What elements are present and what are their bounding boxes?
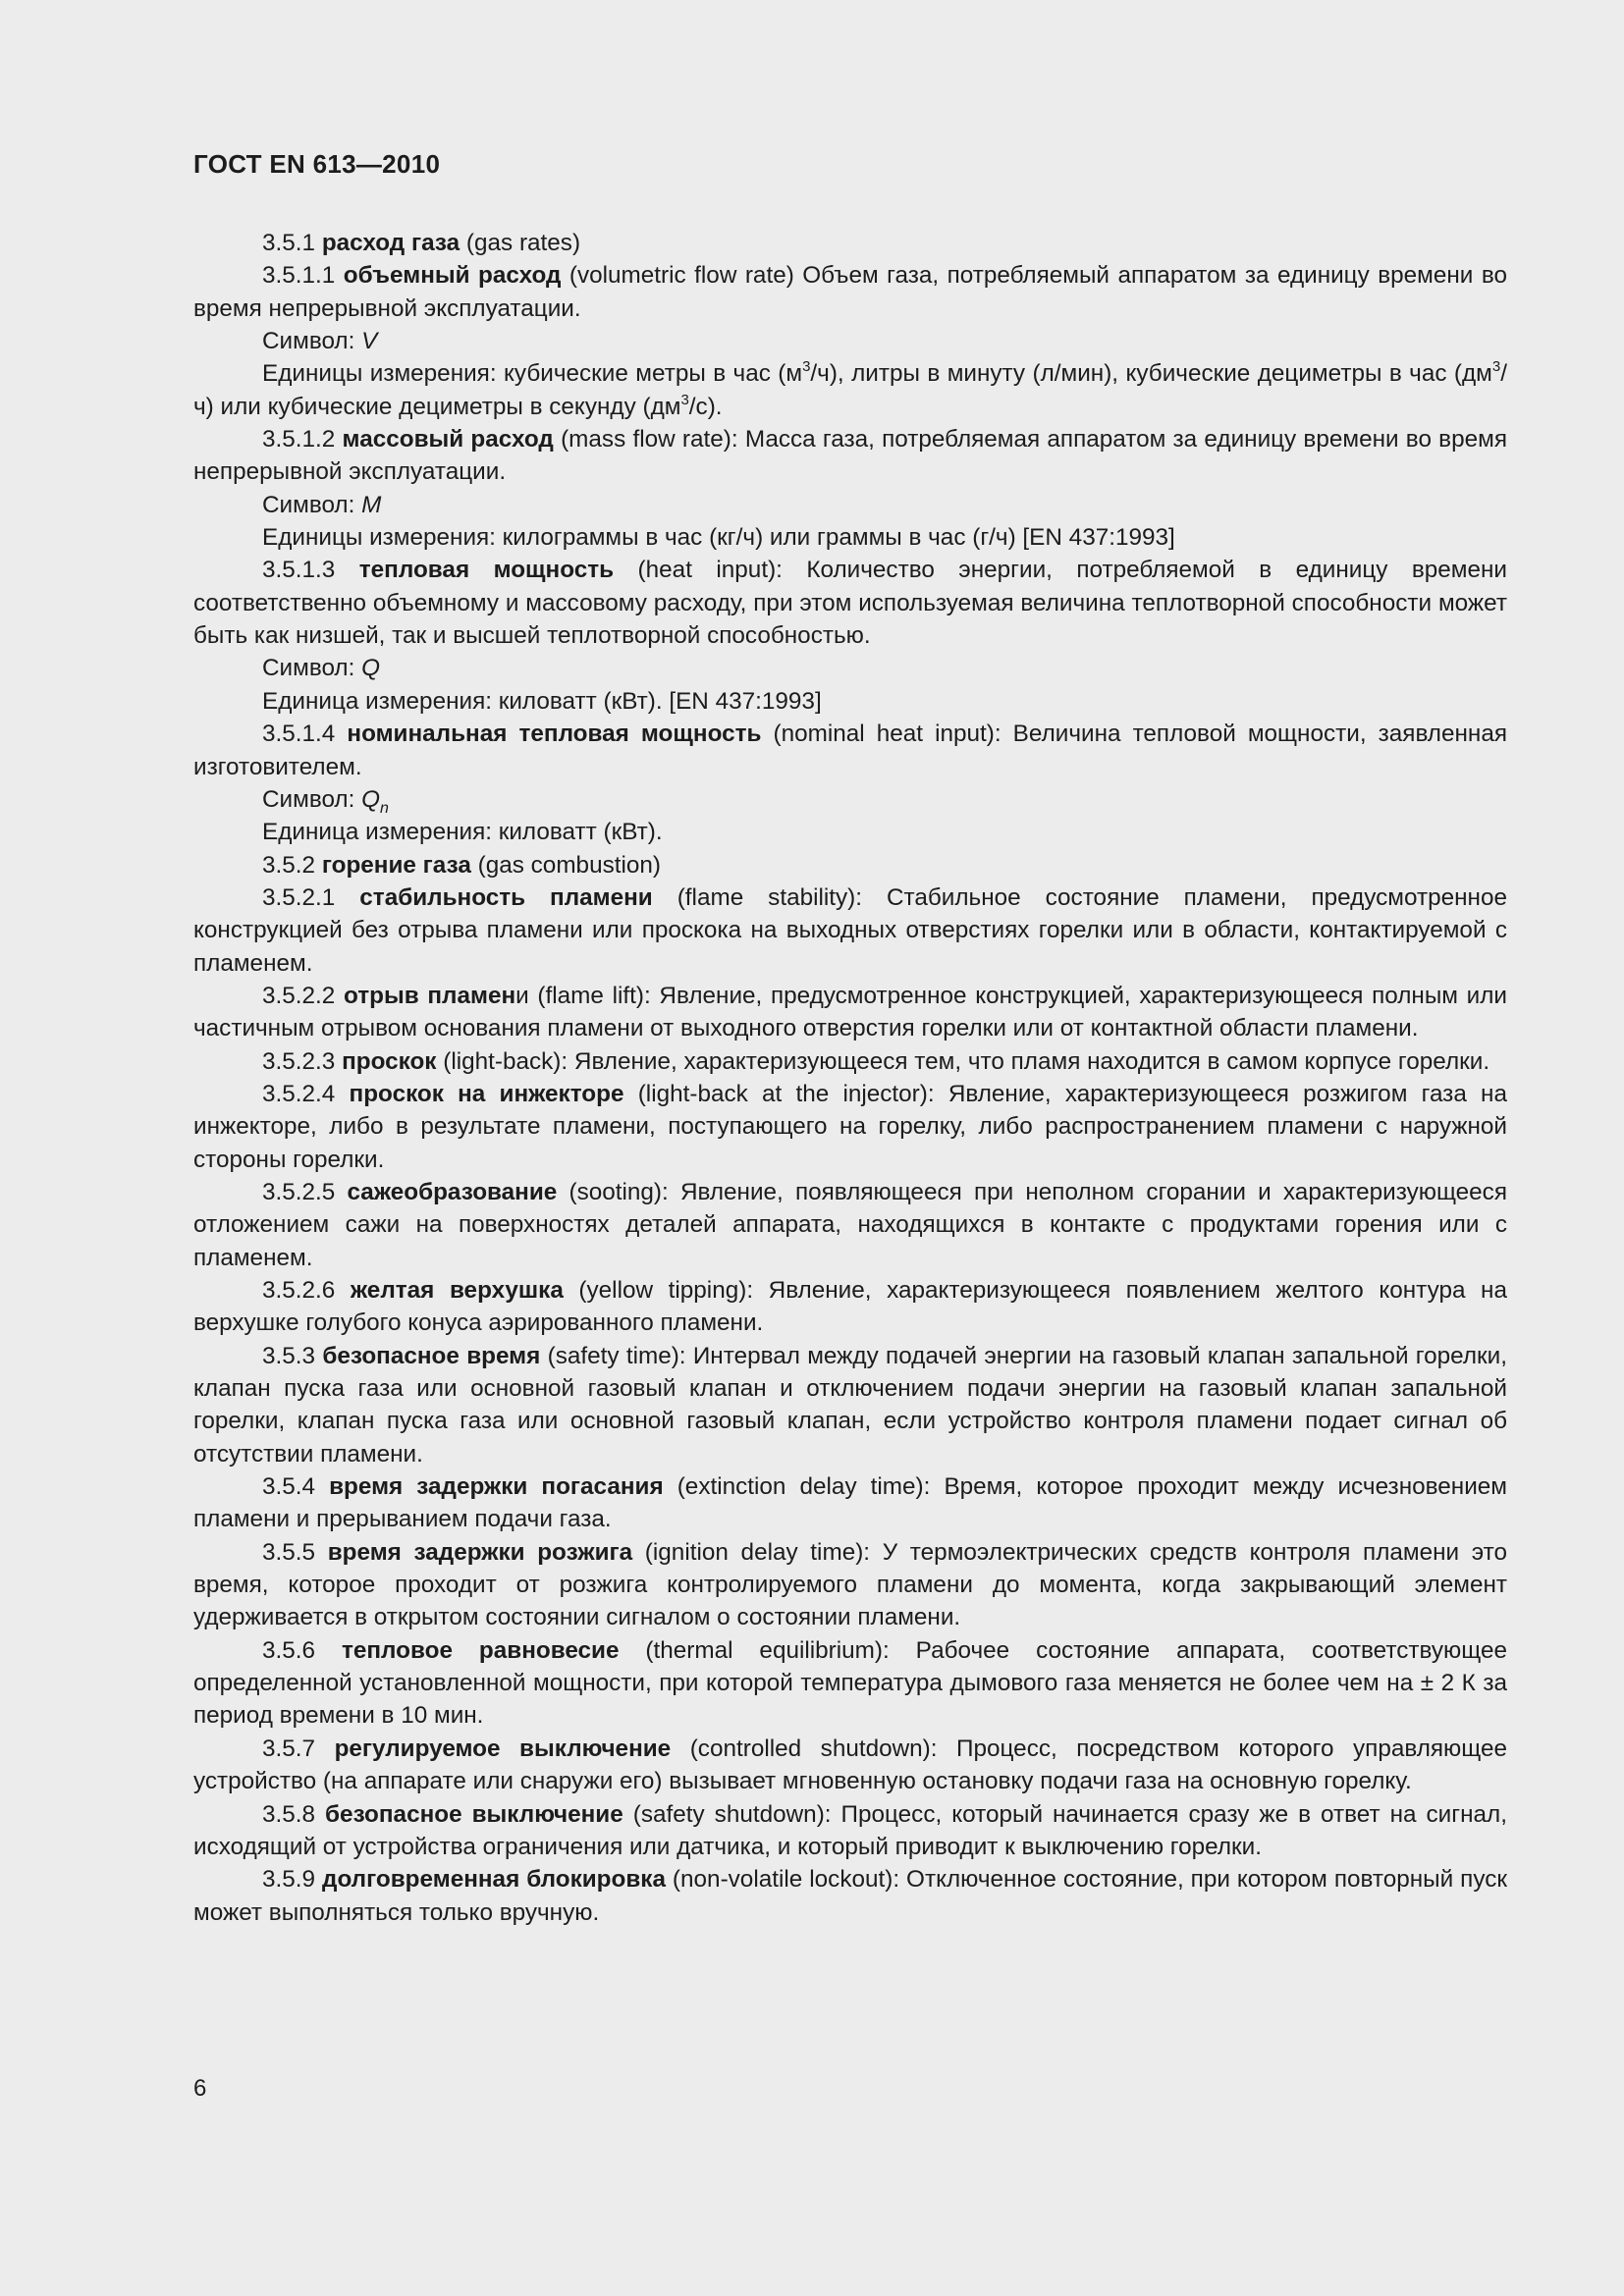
- paragraph-3-5-8: 3.5.8 безопасное выключение (safety shutdown): Процесс, который начинается сразу же в ответ на сигнал, исходящий от устройства ограничения или датчика, и который приводит к выключению горелки.: [193, 1800, 1507, 1860]
- term: массовый расход: [342, 426, 554, 454]
- paragraph-3-5-2-5: 3.5.2.5 сажеобразование (sooting): Явление, появляющееся при неполном сгорании и характеризующееся отложением сажи на поверхностях деталей аппарата, находящихся в контакте с продуктами горения или с пламенем.: [193, 1178, 1507, 1271]
- symbol: M: [361, 491, 382, 518]
- symbol-line: Символ: Q: [262, 655, 381, 682]
- term: желтая верхушка: [350, 1277, 564, 1304]
- paragraph-3-5-9: 3.5.9 долговременная блокировка (non-volatile lockout): Отключенное состояние, при котором повторный пуск может выполняться только вручную.: [193, 1866, 1507, 1926]
- symbol: Q: [361, 785, 381, 813]
- paragraph-3-5-2: 3.5.2 горение газа (gas combustion): [262, 851, 661, 879]
- paragraph-3-5-1-4: 3.5.1.4 номинальная тепловая мощность (nominal heat input): Величина тепловой мощности, заявленная изготовителем.: [193, 721, 1507, 780]
- paragraph-3-5-2-2: 3.5.2.2 отрыв пламени (flame lift): Явление, предусмотренное конструкцией, характеризующееся полным или частичным отрывом основания пламени от выходного отверстия горелки или от контактной области пламени.: [193, 982, 1507, 1042]
- symbol: Q: [361, 655, 381, 682]
- term: горение газа: [321, 851, 471, 879]
- term: безопасное выключение: [325, 1800, 623, 1828]
- symbol: V: [361, 328, 378, 355]
- paragraph-3-5-5: 3.5.5 время задержки розжига (ignition delay time): У термоэлектрических средств контроля пламени это время, которое проходит от розжига контролируемого пламени до момента, когда закрывающий элемент удерживается в открытом состоянии сигналом о состоянии пламени.: [193, 1538, 1507, 1631]
- units-line: Единица измерения: киловатт (кВт).: [262, 819, 663, 846]
- term: безопасное время: [322, 1342, 541, 1369]
- symbol-line: Символ: M: [262, 491, 382, 518]
- paragraph-3-5-2-1: 3.5.2.1 стабильность пламени (flame stability): Стабильное состояние пламени, предусмотренное конструкцией без отрыва пламени или проскока на выходных отверстиях горелки или в области, контактируемой с пламенем.: [193, 883, 1507, 977]
- paragraph-3-5-3: 3.5.3 безопасное время (safety time): Интервал между подачей энергии на газовый клапан запальной горелки, клапан пуска газа или основной газовый клапан и отключением подачи энергии на газовый клапан запальной горелки, клапан пуска газа или основной газовый клапан, если устройство контроля пламени подает сигнал об отсутствии пламени.: [193, 1342, 1507, 1468]
- units-line: Единицы измерения: кубические метры в час $(м^3/ч)$, литры в минуту (л/мин), кубические дециметры в час $(дм^3/ч)$ или кубические дециметры в секунду $(дм^3/с)$.: [193, 358, 1507, 420]
- units-line: Единицы измерения: килограммы в час (кг/ч) или граммы в час (г/ч) [EN 437:1993]: [262, 524, 1175, 552]
- symbol-line: Символ: $Q_n$: [262, 785, 389, 817]
- term: регулируемое выключение: [334, 1735, 672, 1762]
- term: проскок на инжекторе: [349, 1080, 624, 1107]
- term: тепловая мощность: [358, 557, 615, 584]
- term: долговременная блокировка: [322, 1866, 666, 1894]
- paragraph-3-5-4: 3.5.4 время задержки погасания (extinction delay time): Время, которое проходит между исчезновением пламени и прерыванием подачи газа.: [193, 1473, 1507, 1533]
- paragraph-3-5-1: 3.5.1 расход газа (gas rates): [262, 230, 581, 256]
- term: расход газа: [321, 230, 460, 256]
- term: объемный расход: [343, 262, 562, 290]
- paragraph-3-5-1-2: 3.5.1.2 массовый расход (mass flow rate): Масса газа, потребляемая аппаратом за единицу времени во время непрерывной эксплуатации.: [193, 426, 1507, 486]
- term: проскок: [342, 1047, 437, 1075]
- paragraph-3-5-1-1: 3.5.1.1 объемный расход (volumetric flow rate) Объем газа, потребляемый аппаратом за единицу времени во время непрерывной эксплуатации.: [193, 262, 1507, 322]
- paragraph-3-5-6: 3.5.6 тепловое равновесие (thermal equilibrium): Рабочее состояние аппарата, соответствующее определенной установленной мощности, при которой температура дымового газа меняется не более чем на ± 2 К за период времени в 10 мин.: [193, 1636, 1507, 1730]
- paragraph-3-5-2-3: 3.5.2.3 проскок (light-back): Явление, характеризующееся тем, что пламя находится в самом корпусе горелки.: [262, 1047, 1490, 1075]
- symbol-line: Символ: V: [262, 328, 378, 355]
- paragraph-3-5-7: 3.5.7 регулируемое выключение (controlled shutdown): Процесс, посредством которого управляющее устройство (на аппарате или снаружи его) вызывает мгновенную остановку подачи газа на основную горелку.: [193, 1735, 1507, 1795]
- term: отрыв пламен: [344, 982, 516, 1009]
- paragraph-3-5-2-4: 3.5.2.4 проскок на инжекторе (light-back at the injector): Явление, характеризующееся розжигом газа на инжекторе, либо в результате пламени, поступающего на горелку, либо распространением пламени с наружной стороны горелки.: [193, 1080, 1507, 1173]
- term: тепловое равновесие: [341, 1636, 620, 1664]
- term: сажеобразование: [347, 1178, 558, 1205]
- page-number: 6: [193, 2075, 207, 2102]
- paragraph-3-5-1-3: 3.5.1.3 тепловая мощность (heat input): Количество энергии, потребляемой в единицу времени соответственно объемному и массовому расходу, при этом используемая величина теплотворной способности может быть как низшей, так и высшей теплотворной способностью.: [193, 557, 1507, 650]
- paragraph-3-5-2-6: 3.5.2.6 желтая верхушка (yellow tipping): Явление, характеризующееся появлением желтого контура на верхушке голубого конуса аэрированного пламени.: [193, 1277, 1507, 1337]
- document-header: ГОСТ EN 613—2010: [193, 149, 441, 179]
- term: стабильность пламени: [359, 883, 653, 911]
- term: время задержки розжига: [327, 1538, 633, 1566]
- units-line: Единица измерения: киловатт (кВт). [EN 437:1993]: [262, 687, 822, 715]
- term: время задержки погасания: [329, 1473, 664, 1501]
- document-body: [193, 227, 1507, 1929]
- term: номинальная тепловая мощность: [347, 721, 762, 748]
